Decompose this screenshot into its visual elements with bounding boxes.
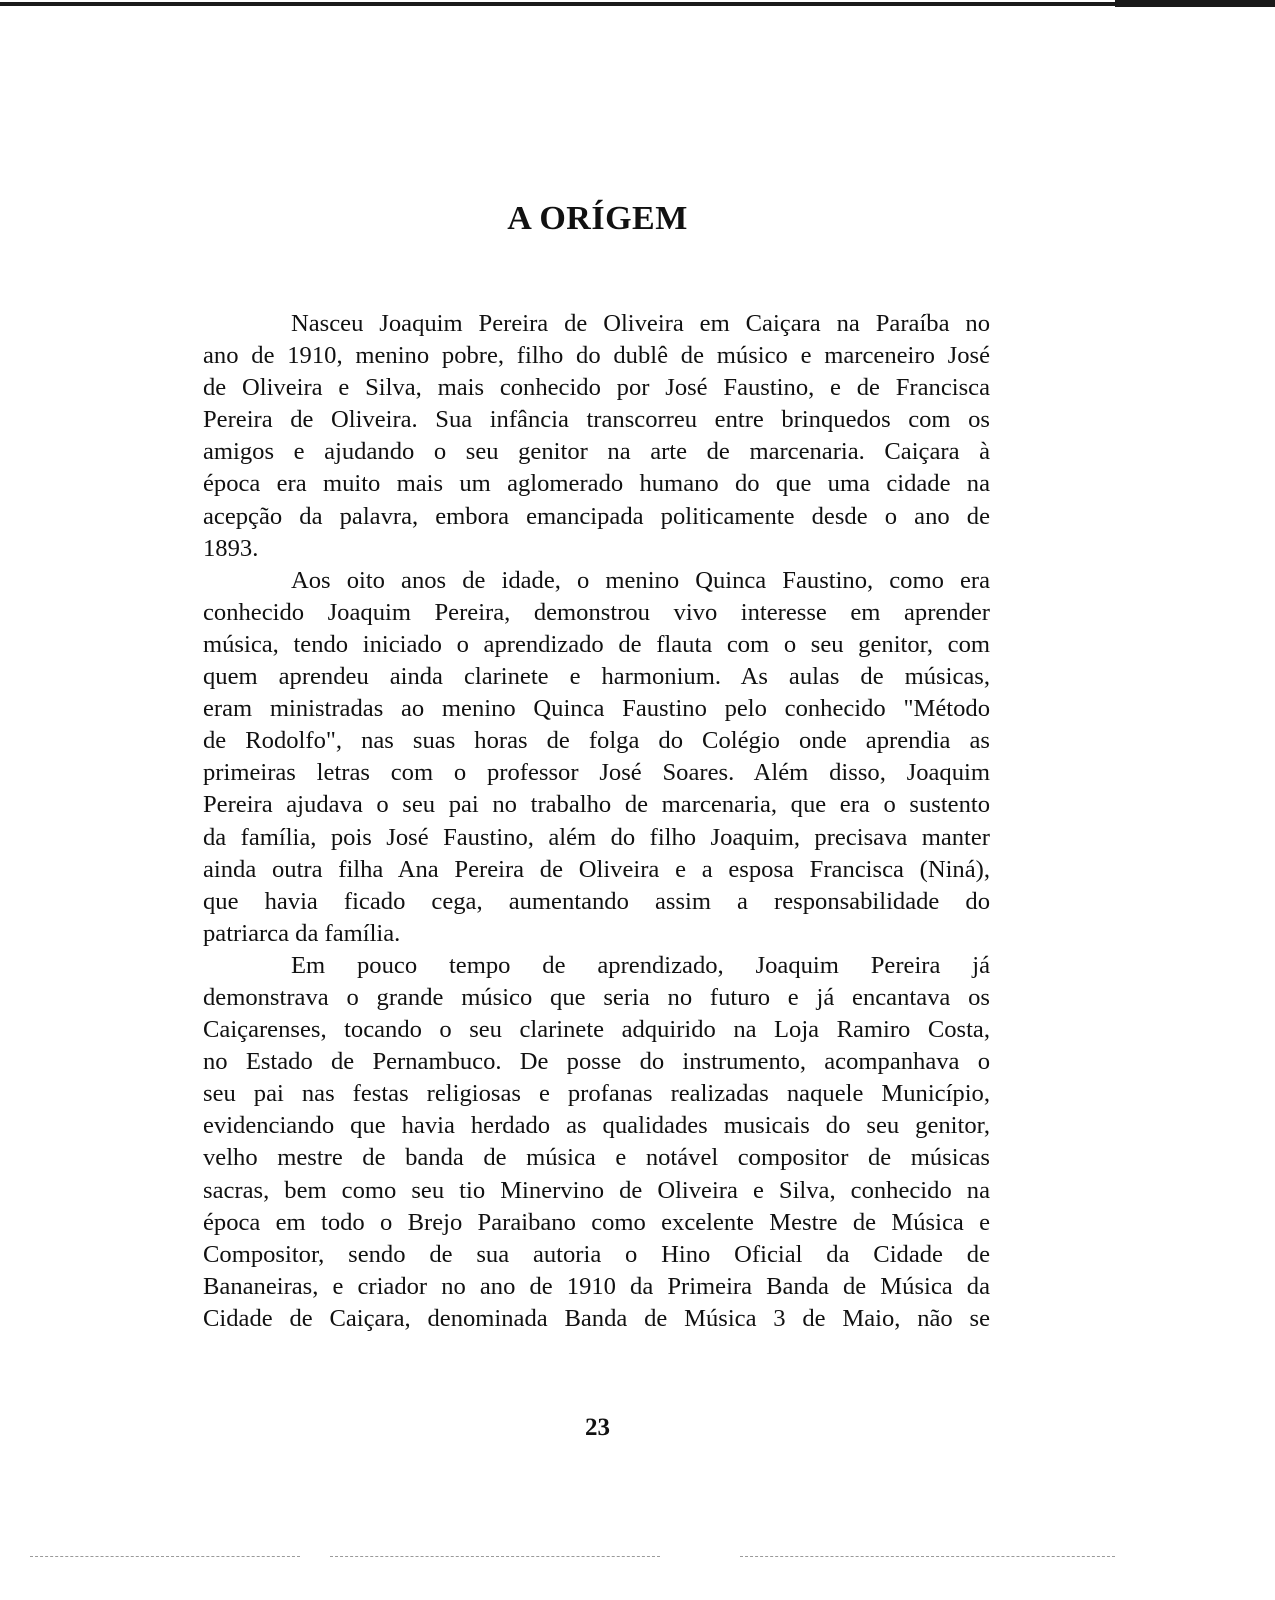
text-line: Em pouco tempo de aprendizado, Joaquim Pereira já xyxy=(291,951,990,979)
chapter-body xyxy=(203,308,990,1335)
text-line: Cidade de Caiçara, denominada Banda de Música 3 de Maio, não se xyxy=(203,1304,990,1332)
text-line: que havia ficado cega, aumentando assim a responsabilidade do xyxy=(203,887,990,915)
text-line: da família, pois José Faustino, além do filho Joaquim, precisava manter xyxy=(203,823,990,851)
text-line: sacras, bem como seu tio Minervino de Oliveira e Silva, conhecido na xyxy=(203,1176,990,1204)
text-line: música, tendo iniciado o aprendizado de flauta com o seu genitor, com xyxy=(203,630,990,658)
text-line: Pereira ajudava o seu pai no trabalho de marcenaria, que era o sustento xyxy=(203,791,990,819)
text-line: patriarca da família. xyxy=(203,919,401,947)
top-border-rule xyxy=(0,2,1275,6)
bottom-scan-rule-center xyxy=(330,1556,660,1558)
text-line: ainda outra filha Ana Pereira de Oliveira e a esposa Francisca (Niná), xyxy=(203,855,990,883)
text-line: demonstrava o grande músico que seria no futuro e já encantava os xyxy=(203,983,990,1011)
text-line: eram ministradas ao menino Quinca Faustino pelo conhecido "Método xyxy=(203,695,990,723)
text-line: primeiras letras com o professor José Soares. Além disso, Joaquim xyxy=(203,759,990,787)
text-line: acepção da palavra, embora emancipada politicamente desde o ano de xyxy=(203,502,990,530)
text-line: Aos oito anos de idade, o menino Quinca Faustino, como era xyxy=(291,566,990,594)
text-line: no Estado de Pernambuco. De posse do instrumento, acompanhava o xyxy=(203,1048,990,1076)
text-line: conhecido Joaquim Pereira, demonstrou vivo interesse em aprender xyxy=(203,598,990,626)
text-line: Pereira de Oliveira. Sua infância transcorreu entre brinquedos com os xyxy=(203,406,990,434)
text-line: Bananeiras, e criador no ano de 1910 da Primeira Banda de Música da xyxy=(203,1272,990,1300)
text-line: Nasceu Joaquim Pereira de Oliveira em Caiçara na Paraíba no xyxy=(291,310,990,337)
chapter-title: A ORÍGEM xyxy=(507,200,688,237)
page-number: 23 xyxy=(585,1414,610,1441)
text-line: velho mestre de banda de música e notável compositor de músicas xyxy=(203,1144,990,1172)
top-border-rule-right xyxy=(1115,0,1275,7)
text-line: de Oliveira e Silva, mais conhecido por José Faustino, e de Francisca xyxy=(203,374,990,402)
text-line: amigos e ajudando o seu genitor na arte de marcenaria. Caiçara à xyxy=(203,438,990,466)
text-line: ano de 1910, menino pobre, filho do dublê de músico e marceneiro José xyxy=(203,342,990,370)
text-line: de Rodolfo", nas suas horas de folga do Colégio onde aprendia as xyxy=(203,727,990,755)
text-line: quem aprendeu ainda clarinete e harmonium. As aulas de músicas, xyxy=(203,663,990,691)
text-line: evidenciando que havia herdado as qualidades musicais do seu genitor, xyxy=(203,1112,990,1140)
bottom-scan-rule-left xyxy=(30,1556,300,1558)
text-line: 1893. xyxy=(203,534,259,562)
text-line: época era muito mais um aglomerado humano do que uma cidade na xyxy=(203,470,990,498)
text-line: Compositor, sendo de sua autoria o Hino Oficial da Cidade de xyxy=(203,1240,990,1268)
text-line: Caiçarenses, tocando o seu clarinete adquirido na Loja Ramiro Costa, xyxy=(203,1016,990,1044)
bottom-scan-rule-right xyxy=(740,1556,1115,1558)
text-line: seu pai nas festas religiosas e profanas realizadas naquele Município, xyxy=(203,1080,990,1108)
text-line: época em todo o Brejo Paraibano como excelente Mestre de Música e xyxy=(203,1208,990,1236)
